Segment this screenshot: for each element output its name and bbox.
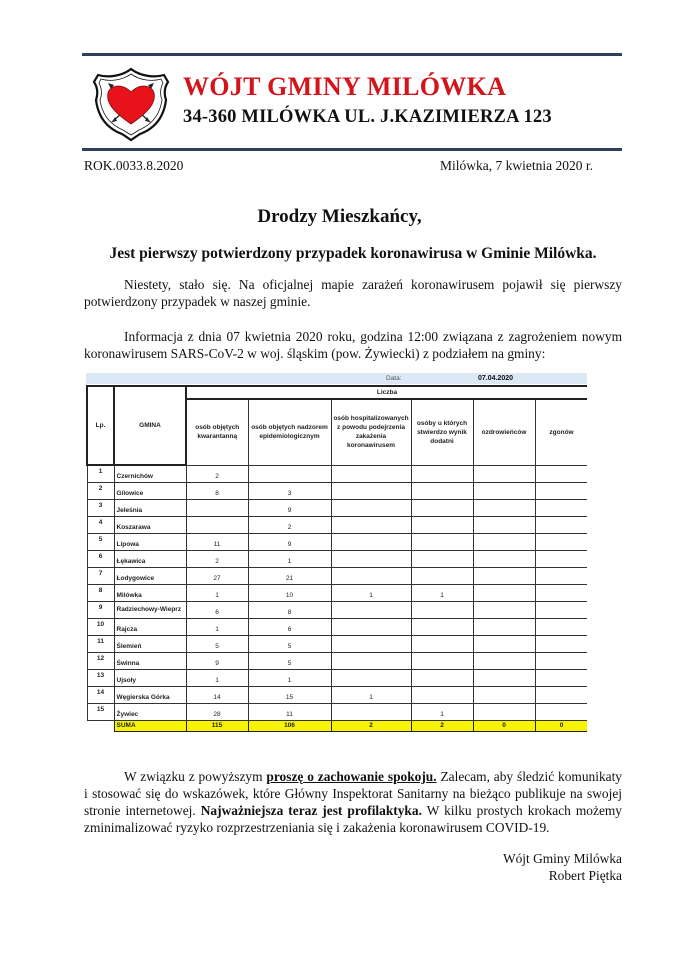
row-supervision: 10 xyxy=(248,584,331,601)
place-date: Milówka, 7 kwietnia 2020 r. xyxy=(440,158,593,173)
row-supervision: 9 xyxy=(248,533,331,550)
row-lp: 9 xyxy=(87,601,114,618)
signature-name: Robert Piętka xyxy=(548,868,622,883)
row-supervision: 8 xyxy=(248,601,331,618)
row-recovered xyxy=(473,635,535,652)
row-quarantine: 14 xyxy=(186,686,248,703)
paragraph-intro-text: Niestety, stało się. Na oficjalnej mapie zarażeń koronawirusem pojawił się pierwszy potwierdzony przypadek w naszej gminie. xyxy=(84,277,622,309)
row-lp: 2 xyxy=(87,482,114,499)
row-supervision: 15 xyxy=(248,686,331,703)
row-deaths xyxy=(535,669,587,686)
row-lp: 8 xyxy=(87,584,114,601)
row-deaths xyxy=(535,482,587,499)
table-container xyxy=(86,385,587,752)
row-gmina: Koszarawa xyxy=(114,516,186,533)
row-deaths xyxy=(535,652,587,669)
row-gmina: Gilowice xyxy=(114,482,186,499)
table-row xyxy=(87,499,587,516)
row-positive xyxy=(411,669,473,686)
row-hospitalized xyxy=(331,465,411,482)
row-positive xyxy=(411,618,473,635)
row-supervision: 5 xyxy=(248,652,331,669)
paragraph-closing-part3: W kilku prostych krokach możemy zminimalizować ryzyko rozprzestrzeniania się i zakażenia koronawirusem COVID-19. xyxy=(84,803,622,835)
row-lp: 11 xyxy=(87,635,114,652)
row-positive xyxy=(411,482,473,499)
row-deaths xyxy=(535,465,587,482)
sum-label: SUMA xyxy=(114,720,186,731)
header-row-group xyxy=(87,386,587,399)
row-recovered xyxy=(473,652,535,669)
row-lp: 13 xyxy=(87,669,114,686)
row-lp: 10 xyxy=(87,618,114,635)
table-row xyxy=(87,533,587,550)
signature-block xyxy=(503,850,622,884)
header-top-rule xyxy=(82,53,622,56)
table-row xyxy=(87,465,587,482)
row-hospitalized xyxy=(331,652,411,669)
table-row xyxy=(87,584,587,601)
row-hospitalized: 1 xyxy=(331,584,411,601)
row-deaths xyxy=(535,516,587,533)
row-quarantine xyxy=(186,499,248,516)
group-header-liczba: Liczba xyxy=(186,386,587,399)
subheading: Jest pierwszy potwierdzony przypadek koronawirusa w Gminie Milówka. xyxy=(109,245,597,262)
row-supervision: 21 xyxy=(248,567,331,584)
row-positive xyxy=(411,533,473,550)
row-quarantine: 1 xyxy=(186,669,248,686)
row-positive xyxy=(411,686,473,703)
row-positive xyxy=(411,652,473,669)
sum-hospitalized: 2 xyxy=(331,720,411,731)
row-positive xyxy=(411,516,473,533)
sum-supervision: 106 xyxy=(248,720,331,731)
row-gmina: Łękawica xyxy=(114,550,186,567)
row-hospitalized xyxy=(331,482,411,499)
table-date-label: Data: xyxy=(386,375,402,382)
row-deaths xyxy=(535,499,587,516)
row-lp: 7 xyxy=(87,567,114,584)
col-header-deaths: zgonów xyxy=(535,399,587,465)
row-recovered xyxy=(473,669,535,686)
row-recovered xyxy=(473,567,535,584)
row-hospitalized xyxy=(331,703,411,720)
row-positive xyxy=(411,601,473,618)
col-header-supervision: osób objętych nadzorem epidemiologicznym xyxy=(248,399,331,465)
row-positive: 1 xyxy=(411,703,473,720)
row-recovered xyxy=(473,550,535,567)
row-positive xyxy=(411,499,473,516)
row-quarantine xyxy=(186,516,248,533)
col-header-recovered: ozdrowieńców xyxy=(473,399,535,465)
sum-quarantine: 115 xyxy=(186,720,248,731)
row-lp: 15 xyxy=(87,703,114,720)
row-gmina: Czernichów xyxy=(114,465,186,482)
coat-of-arms-logo xyxy=(92,66,170,142)
row-gmina: Rajcza xyxy=(114,618,186,635)
table-row xyxy=(87,601,587,618)
row-hospitalized xyxy=(331,618,411,635)
table-date-bar xyxy=(86,373,587,384)
row-deaths xyxy=(535,686,587,703)
row-deaths xyxy=(535,618,587,635)
paragraph-closing xyxy=(84,768,622,836)
row-hospitalized xyxy=(331,499,411,516)
col-header-quarantine: osób objętych kwarantanną xyxy=(186,399,248,465)
row-recovered xyxy=(473,533,535,550)
col-header-positive: osóby u których stwierdzo wynik dodatni xyxy=(411,399,473,465)
row-recovered xyxy=(473,465,535,482)
row-hospitalized xyxy=(331,669,411,686)
row-hospitalized xyxy=(331,516,411,533)
table-row xyxy=(87,550,587,567)
row-gmina: Milówka xyxy=(114,584,186,601)
row-gmina: Jeleśnia xyxy=(114,499,186,516)
row-lp: 4 xyxy=(87,516,114,533)
row-lp: 1 xyxy=(87,465,114,482)
reference-number: ROK.0033.8.2020 xyxy=(84,158,184,173)
row-supervision: 1 xyxy=(248,669,331,686)
emphasis-prevention: Najważniejsza teraz jest profilaktyka. xyxy=(200,803,422,818)
table-row xyxy=(87,635,587,652)
row-positive xyxy=(411,567,473,584)
row-deaths xyxy=(535,550,587,567)
row-hospitalized: 1 xyxy=(331,686,411,703)
row-deaths xyxy=(535,635,587,652)
sum-positive: 2 xyxy=(411,720,473,731)
row-deaths xyxy=(535,601,587,618)
row-recovered xyxy=(473,584,535,601)
row-supervision: 3 xyxy=(248,482,331,499)
sum-blank-cell xyxy=(87,720,114,731)
row-quarantine: 2 xyxy=(186,465,248,482)
row-quarantine: 28 xyxy=(186,703,248,720)
row-gmina: Radziechowy-Wieprz xyxy=(114,601,186,618)
table-row xyxy=(87,618,587,635)
row-positive: 1 xyxy=(411,584,473,601)
sum-recovered: 0 xyxy=(473,720,535,731)
paragraph-info xyxy=(84,328,622,362)
col-header-hospitalized: osób hospitalizowanych z powodu podejrzenia zakażenia koronawirusem xyxy=(331,399,411,465)
header-bottom-rule xyxy=(82,148,622,151)
col-header-gmina: GMINA xyxy=(114,386,186,465)
row-quarantine: 9 xyxy=(186,652,248,669)
emphasis-calm-wrap xyxy=(266,769,436,784)
office-address: 34-360 MILÓWKA UL. J.KAZIMIERZA 123 xyxy=(183,107,552,127)
col-header-lp: Lp. xyxy=(87,386,114,465)
row-recovered xyxy=(473,618,535,635)
covid-stats-table xyxy=(86,385,587,732)
row-hospitalized xyxy=(331,601,411,618)
row-hospitalized xyxy=(331,533,411,550)
row-deaths xyxy=(535,533,587,550)
table-row xyxy=(87,703,587,720)
row-gmina: Ślemień xyxy=(114,635,186,652)
emphasis-calm: proszę o zachowanie spokoju. xyxy=(266,769,437,784)
paragraph-closing-part1: W związku z powyższym xyxy=(124,769,267,784)
row-gmina: Ujsoły xyxy=(114,669,186,686)
row-positive xyxy=(411,635,473,652)
row-quarantine: 6 xyxy=(186,601,248,618)
row-quarantine: 2 xyxy=(186,550,248,567)
row-supervision: 5 xyxy=(248,635,331,652)
row-deaths xyxy=(535,567,587,584)
table-row xyxy=(87,686,587,703)
paragraph-closing-part2: Zalecam, aby śledzić komunikaty i stosować się do wskazówek, które Główny Inspektorat Sanitarny na bieżąco publikuje na swojej stronie internetowej. xyxy=(84,769,623,818)
sum-row xyxy=(87,720,587,731)
row-quarantine: 5 xyxy=(186,635,248,652)
table-date-value: 07.04.2020 xyxy=(478,375,514,382)
greeting: Drodzy Mieszkańcy, xyxy=(257,206,422,227)
row-gmina: Żywiec xyxy=(114,703,186,720)
row-supervision: 6 xyxy=(248,618,331,635)
row-recovered xyxy=(473,516,535,533)
row-quarantine: 1 xyxy=(186,618,248,635)
row-gmina: Świnna xyxy=(114,652,186,669)
row-lp: 5 xyxy=(87,533,114,550)
row-lp: 3 xyxy=(87,499,114,516)
row-quarantine: 27 xyxy=(186,567,248,584)
row-gmina: Lipowa xyxy=(114,533,186,550)
row-lp: 6 xyxy=(87,550,114,567)
row-deaths xyxy=(535,703,587,720)
row-hospitalized xyxy=(331,635,411,652)
table-row xyxy=(87,567,587,584)
row-recovered xyxy=(473,482,535,499)
row-quarantine: 11 xyxy=(186,533,248,550)
office-title: WÓJT GMINY MILÓWKA xyxy=(183,72,507,101)
row-hospitalized xyxy=(331,550,411,567)
paragraph-intro xyxy=(84,276,622,310)
row-positive xyxy=(411,550,473,567)
row-deaths xyxy=(535,584,587,601)
row-gmina: Węgierska Górka xyxy=(114,686,186,703)
signature-role: Wójt Gminy Milówka xyxy=(502,851,622,866)
table-row xyxy=(87,652,587,669)
row-supervision: 2 xyxy=(248,516,331,533)
row-supervision xyxy=(248,465,331,482)
table-row xyxy=(87,482,587,499)
row-supervision: 1 xyxy=(248,550,331,567)
sum-deaths: 0 xyxy=(535,720,587,731)
row-lp: 12 xyxy=(87,652,114,669)
row-supervision: 11 xyxy=(248,703,331,720)
row-gmina: Łodygowice xyxy=(114,567,186,584)
row-recovered xyxy=(473,499,535,516)
row-quarantine: 1 xyxy=(186,584,248,601)
row-quarantine: 8 xyxy=(186,482,248,499)
row-lp: 14 xyxy=(87,686,114,703)
table-row xyxy=(87,516,587,533)
row-recovered xyxy=(473,703,535,720)
table-row xyxy=(87,669,587,686)
row-recovered xyxy=(473,601,535,618)
paragraph-info-text: Informacja z dnia 07 kwietnia 2020 roku, godzina 12:00 związana z zagrożeniem nowym koronawirusem SARS-CoV-2 w woj. śląskim (pow. Żywiecki) z podziałem na gminy: xyxy=(84,329,622,361)
row-recovered xyxy=(473,686,535,703)
row-positive xyxy=(411,465,473,482)
table-body xyxy=(87,465,587,731)
row-supervision: 9 xyxy=(248,499,331,516)
row-hospitalized xyxy=(331,567,411,584)
